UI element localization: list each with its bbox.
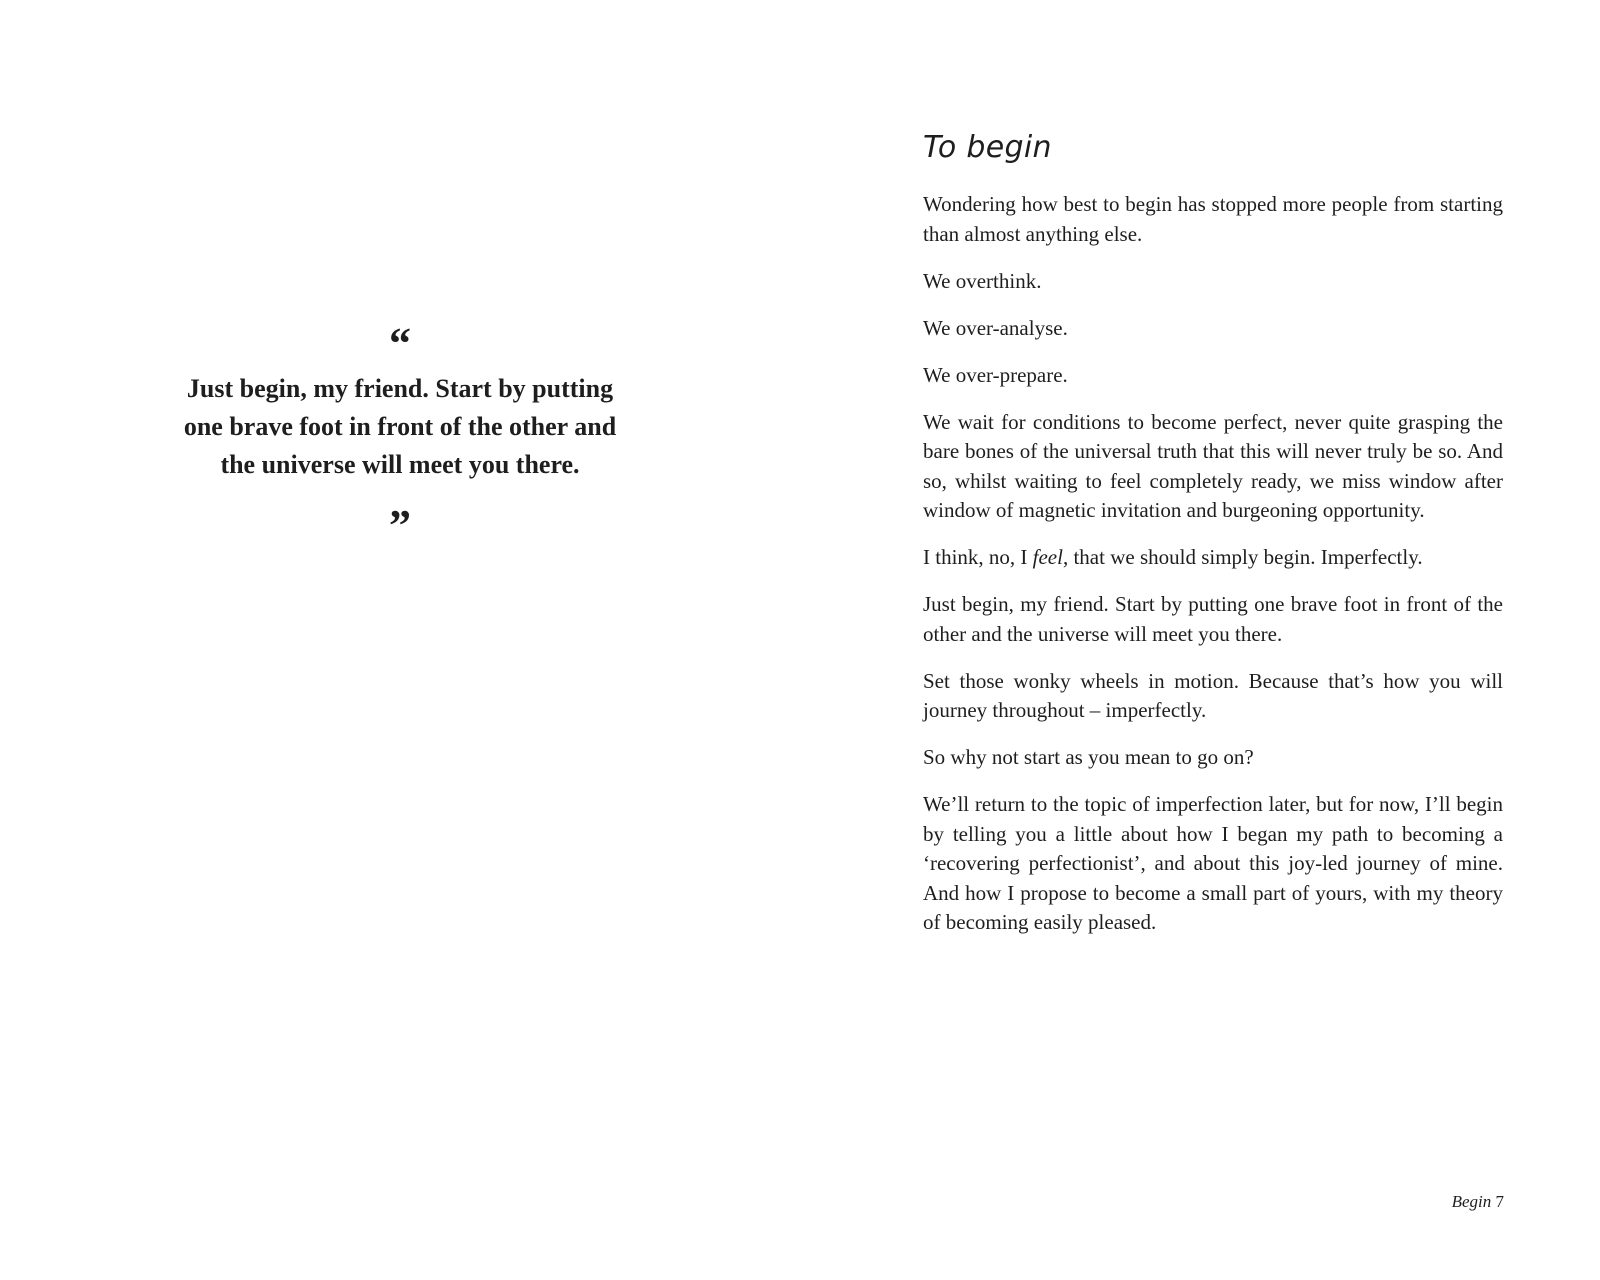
closing-quote-mark: ” xyxy=(389,501,411,550)
paragraph: We overthink. xyxy=(923,268,1042,293)
paragraph-text: I think, no, I xyxy=(923,545,1033,569)
emphasized-word: feel xyxy=(1032,545,1063,569)
paragraph: So why not start as you mean to go on? xyxy=(923,745,1254,769)
running-footer xyxy=(1452,1192,1504,1212)
chapter-body xyxy=(923,128,1503,955)
opening-quote-mark: “ xyxy=(389,319,411,368)
paragraph: Set those wonky wheels in motion. Because that’s how you will journey throughout – imperfectly. xyxy=(923,668,1503,722)
paragraph: Wondering how best to begin has stopped more people from starting than almost anything else. xyxy=(923,192,1503,246)
page-number: 7 xyxy=(1495,1192,1504,1211)
chapter-title: To begin xyxy=(923,130,1052,165)
paragraph: Just begin, my friend. Start by putting one brave foot in front of the other and the universe will meet you there. xyxy=(923,592,1503,646)
paragraph: We wait for conditions to become perfect, never quite grasping the bare bones of the universal truth that this will never truly be so. And so, whilst waiting to feel completely ready, we miss window after window of magnetic invitation and burgeoning opportunity. xyxy=(923,409,1503,522)
paragraph-text: , that we should simply begin. Imperfectly. xyxy=(1062,545,1423,569)
pull-quote-text: Just begin, my friend. Start by putting one brave foot in front of the other and the universe will meet you there. xyxy=(183,374,617,479)
right-page xyxy=(800,0,1600,1280)
footer-section-name: Begin xyxy=(1451,1192,1492,1211)
pull-quote xyxy=(170,319,630,550)
paragraph: We over-analyse. xyxy=(923,315,1068,340)
paragraph: We over-prepare. xyxy=(923,362,1068,387)
paragraph: We’ll return to the topic of imperfection later, but for now, I’ll begin by telling you a little about how I began my path to becoming a ‘recovering perfectionist’, and about this joy-led journey of mine. And how I propose to become a small part of yours, with my theory of becoming easily pleased. xyxy=(923,792,1503,934)
paragraph xyxy=(923,543,1503,573)
